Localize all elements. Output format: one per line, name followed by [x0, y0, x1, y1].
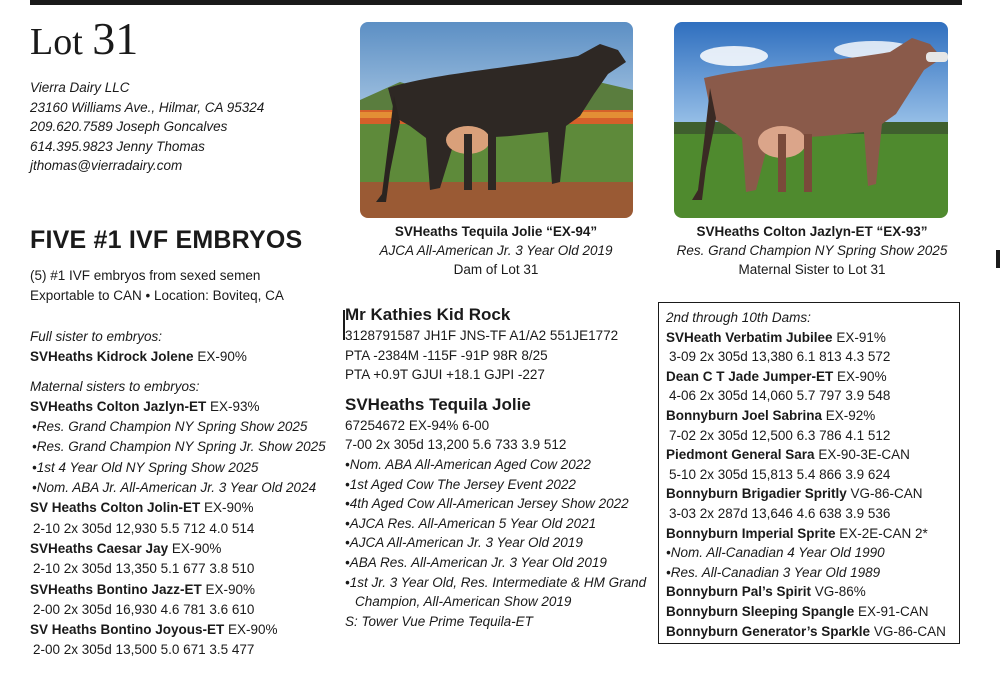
dam-entry	[666, 622, 959, 642]
dam-entry-score: EX-90-3E-CAN	[814, 447, 910, 463]
dam-name: SVHeaths Tequila Jolie	[345, 394, 531, 414]
dam-entry	[666, 484, 959, 504]
consignor-address: 23160 Williams Ave., Hilmar, CA 95324	[30, 99, 265, 115]
sister-record: 2-00 2x 305d 13,500 5.0 671 3.5 477	[33, 642, 255, 658]
sister-entry	[30, 539, 340, 559]
dam-entry-record: 3-09 2x 305d 13,380 6.1 813 4.3 572	[669, 349, 891, 365]
dam-info-line: 67254672 EX-94% 6-00	[345, 417, 490, 433]
photo-relation: Dam of Lot 31	[453, 262, 539, 277]
sister-score: EX-93%	[206, 398, 260, 414]
dam-entry-record: 7-02 2x 305d 12,500 6.3 786 4.1 512	[669, 427, 891, 443]
dam-entry-name: Bonnyburn Joel Sabrina	[666, 407, 823, 423]
dam-entry	[666, 367, 959, 387]
sire-name: Mr Kathies Kid Rock	[345, 305, 511, 324]
dam-entry-name: SVHeath Verbatim Jubilee	[666, 329, 833, 345]
photo-subtitle: Res. Grand Champion NY Spring Show 2025	[676, 243, 948, 258]
sister-record: 2-10 2x 305d 12,930 5.5 712 4.0 514	[33, 520, 255, 536]
full-sister-label: Full sister to embryos:	[30, 329, 163, 344]
dam-entry-score: EX-91%	[832, 329, 886, 345]
pedigree-section	[345, 304, 655, 631]
full-sister-name: SVHeaths Kidrock Jolene	[30, 349, 194, 365]
edge-mark	[996, 250, 1000, 268]
dam-entry-score: EX-92%	[822, 407, 876, 423]
sister-entry	[30, 397, 340, 417]
dam-entry	[666, 406, 959, 426]
sister-name: SVHeaths Caesar Jay	[30, 540, 169, 556]
consignor-phone-2: 614.395.9823 Jenny Thomas	[30, 138, 205, 154]
dam-entry-name: Bonnyburn Sleeping Spangle	[666, 603, 855, 619]
lot-title	[30, 13, 139, 65]
dam-entry-record: 5-10 2x 305d 15,813 5.4 866 3.9 624	[669, 466, 891, 482]
dam-sire-line: S: Tower Vue Prime Tequila-ET	[345, 613, 533, 629]
intro-line-1: (5) #1 IVF embryos from sexed semen	[30, 268, 261, 283]
consignor-email: jthomas@vierradairy.com	[30, 158, 183, 173]
dam-note: •Nom. ABA All-American Aged Cow 2022	[345, 456, 591, 472]
dam-entry-score: EX-90%	[833, 368, 887, 384]
photo-title: SVHeaths Colton Jazlyn-ET “EX-93”	[696, 224, 928, 239]
dam-note: Champion, All-American Show 2019	[355, 594, 572, 610]
dam-note: •4th Aged Cow All-American Jersey Show 2022	[345, 496, 629, 512]
dam-note: •1st Jr. 3 Year Old, Res. Intermediate & HM Grand	[345, 574, 647, 590]
sister-name: SV Heaths Bontino Joyous-ET	[30, 622, 225, 638]
dam-photo	[360, 22, 633, 218]
dam-note: •ABA Res. All-American Jr. 3 Year Old 2019	[345, 554, 607, 570]
dam-entry-record: 4-06 2x 305d 14,060 5.7 797 3.9 548	[669, 388, 891, 404]
sister-name: SVHeaths Colton Jazlyn-ET	[30, 398, 207, 414]
sister-score: EX-90%	[224, 622, 278, 638]
intro-line-2: Exportable to CAN • Location: Boviteq, CA	[30, 288, 284, 303]
dam-entry-name: Dean C T Jade Jumper-ET	[666, 368, 834, 384]
photo-title: SVHeaths Tequila Jolie “EX-94”	[394, 224, 598, 239]
dam-entry-record: 3-03 2x 287d 13,646 4.6 638 3.9 536	[669, 505, 891, 521]
sister-record: 2-10 2x 305d 13,350 5.1 677 3.8 510	[33, 561, 255, 577]
dam-entry-note: •Res. All-Canadian 3 Year Old 1989	[666, 564, 881, 580]
dam-info-line: 7-00 2x 305d 13,200 5.6 733 3.9 512	[345, 437, 567, 453]
dam-entry-name: Bonnyburn Imperial Sprite	[666, 525, 836, 541]
dam-entry	[666, 524, 959, 544]
sire-info-line: PTA -2384M -115F -91P 98R 8/25	[345, 347, 548, 363]
sister-entry	[30, 580, 340, 600]
dam-entry	[666, 328, 959, 348]
sister-entry	[30, 498, 340, 518]
sister-note: •1st 4 Year Old NY Spring Show 2025	[32, 459, 259, 475]
dam-entry-score: EX-91-CAN	[854, 603, 929, 619]
lot-headline: FIVE #1 IVF EMBRYOS	[30, 226, 303, 254]
photo-subtitle: AJCA All-American Jr. 3 Year Old 2019	[379, 243, 613, 258]
lot-number: 31	[92, 13, 139, 64]
consignor-contact	[30, 78, 264, 176]
full-sister-score: EX-90%	[193, 349, 247, 365]
sisters-section	[30, 327, 340, 661]
dams-box	[658, 302, 960, 644]
dam-entry-score: VG-86-CAN	[846, 486, 923, 502]
photo-relation: Maternal Sister to Lot 31	[738, 262, 886, 277]
consignor-phone-1: 209.620.7589 Joseph Goncalves	[30, 119, 228, 134]
sister-note: •Nom. ABA Jr. All-American Jr. 3 Year Old 2024	[32, 480, 317, 496]
dam-entry	[666, 582, 959, 602]
dam-entry-note: •Nom. All-Canadian 4 Year Old 1990	[666, 545, 885, 561]
dam-entry-score: VG-86-CAN	[870, 623, 946, 639]
sister-photo	[674, 22, 948, 218]
sister-record: 2-00 2x 305d 16,930 4.6 781 3.6 610	[33, 601, 255, 617]
dam-note: •AJCA Res. All-American 5 Year Old 2021	[345, 515, 597, 531]
sister-name: SVHeaths Bontino Jazz-ET	[30, 581, 202, 597]
sire-info-line: PTA +0.9T GJUI +18.1 GJPI -227	[345, 367, 545, 383]
sire-info-line: 3128791587 JH1F JNS-TF A1/A2 551JE1772	[345, 328, 619, 343]
sister-score: EX-90%	[201, 581, 256, 597]
sister-name: SV Heaths Colton Jolin-ET	[30, 500, 201, 516]
sister-photo-caption	[662, 222, 962, 279]
sister-note: •Res. Grand Champion NY Spring Show 2025	[32, 419, 308, 435]
sister-note: •Res. Grand Champion NY Spring Jr. Show 2025	[32, 439, 326, 455]
sister-entry	[30, 620, 340, 640]
sister-score: EX-90%	[200, 500, 254, 516]
lot-intro	[30, 266, 284, 306]
dam-entry-name: Bonnyburn Pal’s Spirit	[666, 584, 812, 600]
dam-entry	[666, 602, 959, 622]
lot-prefix: Lot	[30, 21, 83, 63]
dam-photo-caption	[346, 222, 646, 279]
dam-note: •1st Aged Cow The Jersey Event 2022	[345, 476, 576, 492]
dam-entry-score: EX-2E-CAN 2*	[835, 525, 928, 541]
cow-photo-sister	[674, 22, 948, 218]
dam-entry-name: Bonnyburn Brigadier Spritly	[666, 486, 847, 502]
top-rule	[30, 0, 962, 5]
dam-entry-score: VG-86%	[811, 584, 866, 600]
full-sister-entry	[30, 347, 340, 367]
dam-entry	[666, 445, 959, 465]
dams-box-title: 2nd through 10th Dams:	[666, 310, 811, 325]
sister-score: EX-90%	[168, 540, 222, 556]
dam-entry-name: Bonnyburn Generator’s Sparkle	[666, 623, 871, 639]
dam-note: •AJCA All-American Jr. 3 Year Old 2019	[345, 535, 583, 551]
consignor-name: Vierra Dairy LLC	[30, 80, 130, 95]
cow-photo-dam	[360, 22, 633, 218]
maternal-sisters-label: Maternal sisters to embryos:	[30, 378, 200, 394]
dam-entry-name: Piedmont General Sara	[666, 447, 815, 463]
